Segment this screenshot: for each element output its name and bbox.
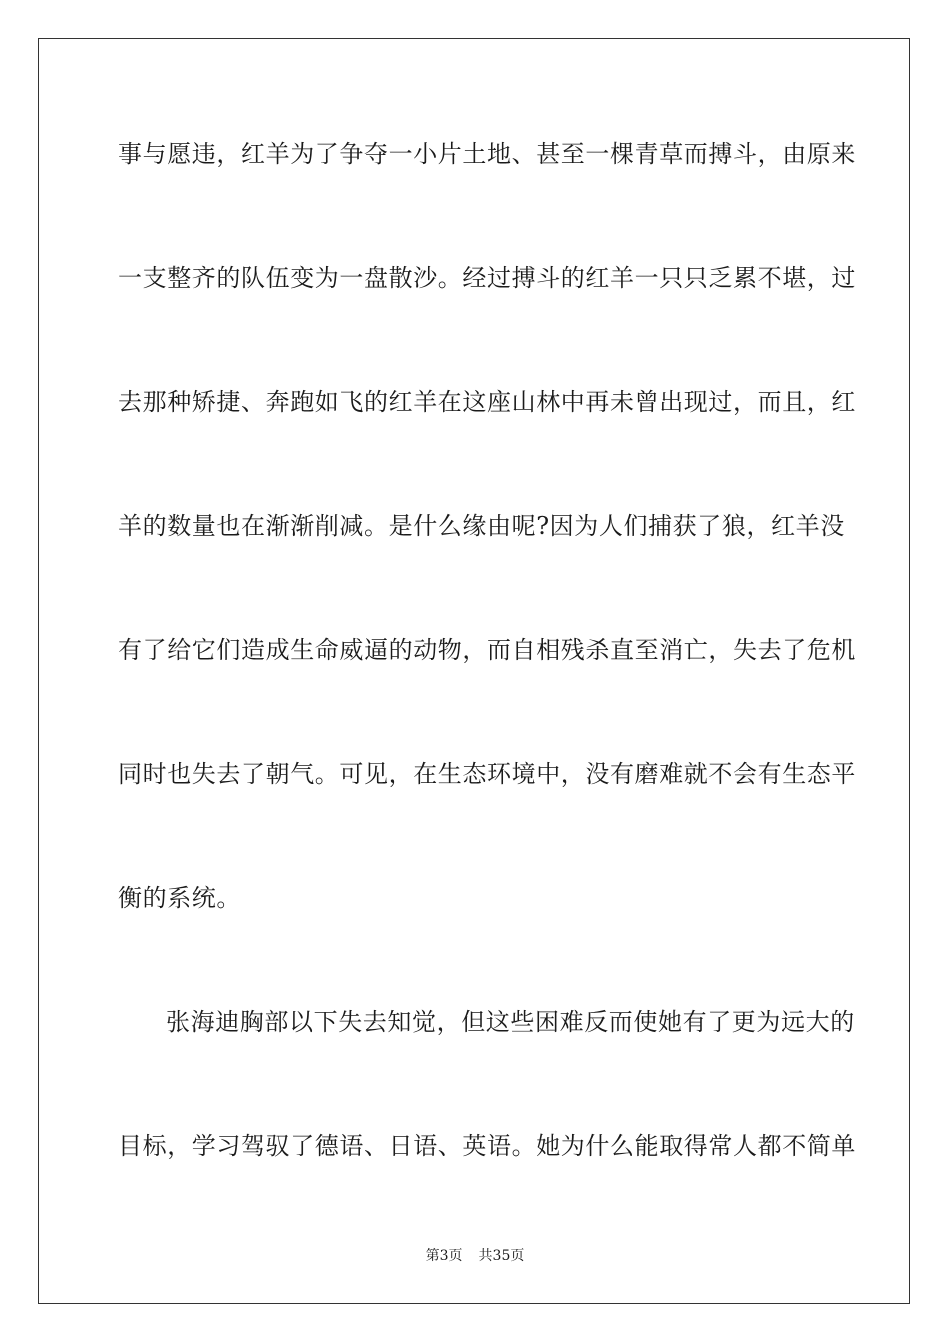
paragraph-1-line-2: 一支整齐的队伍变为一盘散沙。经过搏斗的红羊一只只乏累不堪，过 [118,264,856,292]
paragraph-1-line-6: 同时也失去了朝气。可见，在生态环境中，没有磨难就不会有生态平 [118,760,856,788]
paragraph-2-line-1: 张海迪胸部以下失去知觉，但这些困难反而使她有了更为远大的 [166,1008,855,1036]
paragraph-1-line-4: 羊的数量也在渐渐削减。是什么缘由呢?因为人们捕获了狼，红羊没 [118,512,845,540]
page-total: 共35页 [478,1248,525,1264]
paragraph-1-line-5: 有了给它们造成生命威逼的动物，而自相残杀直至消亡，失去了危机 [118,636,856,664]
paragraph-1-line-1: 事与愿违，红羊为了争夺一小片土地、甚至一棵青草而搏斗，由原来 [118,140,856,168]
page-number: 第3页 [425,1248,463,1264]
paragraph-1-line-7: 衡的系统。 [118,884,241,912]
page-border [38,38,910,1304]
paragraph-1-line-3: 去那种矫捷、奔跑如飞的红羊在这座山林中再未曾出现过，而且，红 [118,388,856,416]
paragraph-2-line-2: 目标，学习驾驭了德语、日语、英语。她为什么能取得常人都不简单 [118,1132,856,1160]
page-footer [0,1246,950,1266]
